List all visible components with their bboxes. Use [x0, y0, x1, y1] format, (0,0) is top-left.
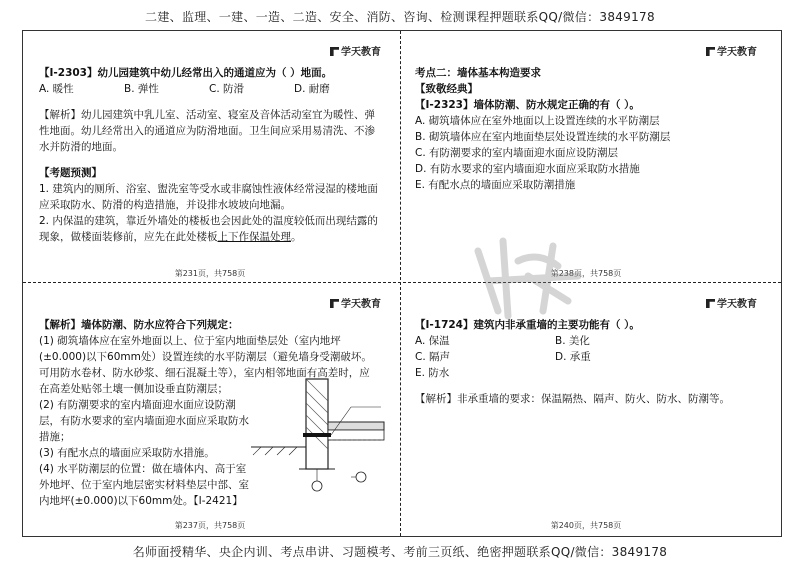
question-text: 【Ⅰ-2323】墙体防潮、防水规定正确的有（ ）。: [415, 99, 640, 111]
option-c: C. 防滑: [209, 83, 245, 95]
option-e: E. 防水: [415, 367, 450, 379]
brand-logo: 学天教育: [330, 295, 381, 310]
page-number: 第231页，共758页: [174, 269, 246, 278]
option-d: D. 有防水要求的室内墙面迎水面应采取防水措施: [415, 163, 640, 175]
vertical-divider: [400, 31, 401, 536]
page-number: 第240页，共758页: [550, 521, 622, 530]
logo-icon: [330, 299, 339, 308]
page-number: 第237页，共758页: [174, 521, 246, 530]
option-a: A. 暖性: [39, 83, 74, 95]
brand-logo: 学天教育: [706, 295, 757, 310]
section-heading: 考点二：墙体基本构造要求: [415, 67, 541, 79]
classic-label: 【致敬经典】: [415, 83, 478, 95]
option-c: C. 有防潮要求的室内墙面迎水面应设防潮层: [415, 147, 619, 159]
analysis-item-3: (3) 有配水点的墙面应采取防水措施。: [39, 447, 215, 459]
logo-icon: [706, 299, 715, 308]
brand-logo: 学天教育: [706, 43, 757, 58]
option-b: B. 砌筑墙体应在室内地面垫层处设置连续的水平防潮层: [415, 131, 671, 143]
forecast-title: 【考题预测】: [39, 167, 102, 179]
option-a: A. 保温: [415, 335, 450, 347]
brand-logo: 学天教育: [330, 43, 381, 58]
page-number: 第238页，共758页: [550, 269, 622, 278]
horizontal-divider: [23, 282, 781, 283]
analysis-text: 【解析】幼儿园建筑中乳儿室、活动室、寝室及音体活动室宜为暖性、弹性地面。幼儿经常出入的通道应为防滑地面。卫生间应采用易清洗、不渗水并防滑的地面。: [39, 109, 375, 153]
wall-section-diagram: [251, 377, 385, 497]
logo-icon: [330, 47, 339, 56]
option-e: E. 有配水点的墙面应采取防潮措施: [415, 179, 576, 191]
logo-icon: [706, 47, 715, 56]
option-d: D. 承重: [555, 351, 591, 363]
question-text: 【Ⅰ-2303】幼儿园建筑中幼儿经常出入的通道应为（ ）地面。: [39, 67, 333, 79]
document-sheet: [22, 30, 782, 537]
panel-bottom-right: [411, 293, 761, 533]
panel-bottom-left: [35, 293, 385, 533]
bottom-banner: 名师面授精华、央企内训、考点串讲、习题模考、考前三页纸、绝密押题联系QQ/微信：3849178: [132, 545, 668, 559]
panel-top-left: [35, 41, 385, 281]
question-text: 【Ⅰ-1724】建筑内非承重墙的主要功能有（ ）。: [415, 319, 640, 331]
options-row: [39, 81, 379, 97]
option-b: B. 弹性: [124, 83, 159, 95]
option-b: B. 美化: [555, 335, 590, 347]
options-row-1: [415, 333, 755, 349]
option-d: D. 耐磨: [294, 83, 330, 95]
panel-top-right: [411, 41, 761, 281]
analysis-item-1: (1) 砌筑墙体应在室外地面以上、位于室内地面垫层处（室内地坪(±0.000)以下60mm处）设置连续的水平防潮层（避免墙身受潮破坏。可用防水卷材、防水砂浆、细石混凝土等），室内相邻地面有高差时，应在高差处贴邻土壤一侧加设垂直防潮层；: [39, 335, 372, 395]
forecast-item-2: 2. 内保温的建筑，靠近外墙处的楼板也会因此处的温度较低而出现结露的现象，做楼面装修前，应先在此处楼板上下作保温处理。: [39, 215, 378, 243]
top-banner: 二建、监理、一建、一造、二造、安全、消防、咨询、检测课程押题联系QQ/微信：3849178: [145, 10, 655, 24]
analysis-item-2: (2) 有防潮要求的室内墙面迎水面应设防潮层，有防水要求的室内墙面迎水面应采取防水措施；: [39, 399, 249, 443]
forecast-item-1: 1. 建筑内的厕所、浴室、盥洗室等受水或非腐蚀性液体经常浸湿的楼地面应采取防水、防滑的构造措施，并设排水坡坡向地漏。: [39, 183, 378, 211]
analysis-item-4: (4) 水平防潮层的位置：做在墙体内、高于室外地坪、位于室内地层密实材料垫层中部、室内地坪(±0.000)以下60mm处。【Ⅰ-2421】: [39, 463, 249, 507]
analysis-title: 【解析】墙体防潮、防水应符合下列规定：: [39, 319, 239, 331]
option-a: A. 砌筑墙体应在室外地面以上设置连续的水平防潮层: [415, 115, 660, 127]
option-c: C. 隔声: [415, 351, 451, 363]
analysis-text: 【解析】非承重墙的要求：保温隔热、隔声、防火、防水、防潮等。: [415, 393, 730, 405]
options-row-2: [415, 349, 755, 365]
